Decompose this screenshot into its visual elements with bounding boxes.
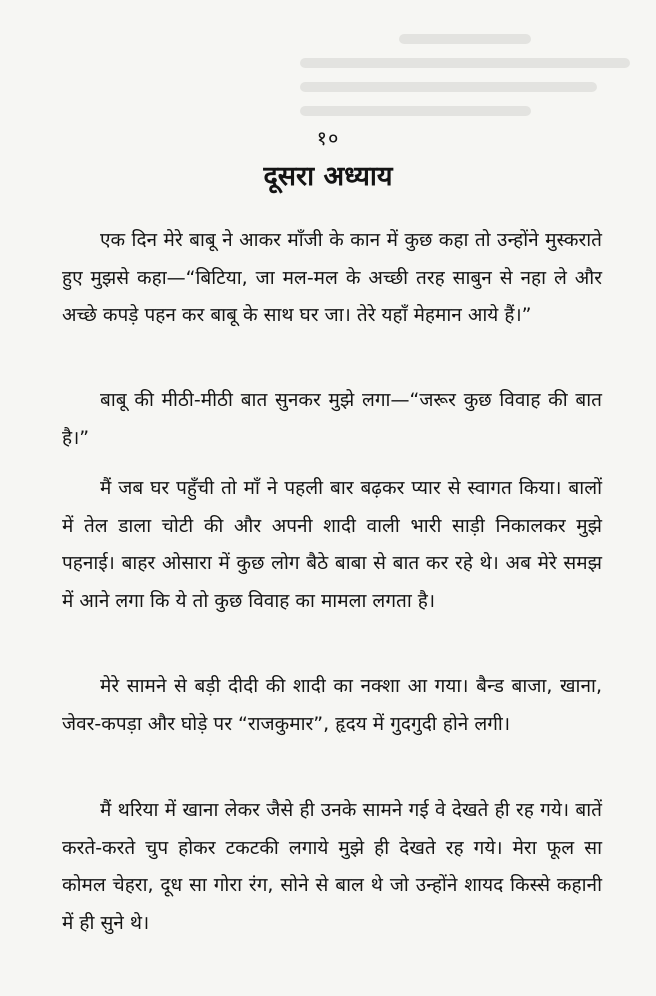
page-number: १० — [316, 126, 340, 150]
paragraph-4: मेरे सामने से बड़ी दीदी की शादी का नक्शा आ गया। बैन्ड बाजा, खाना, जेवर-कपड़ा और घोड़े पर “राजकुमार”, हृदय में गुदगुदी होने लगी। — [62, 675, 602, 735]
paragraph-5: मैं थरिया में खाना लेकर जैसे ही उनके सामने गई वे देखते ही रह गये। बातें करते-करते चुप होकर टकटकी लगाये मुझे ही देखते रह गये। मेरा फूल सा कोमल चेहरा, दूध सा गोरा रंग, सोने से बाल थे जो उन्होंने शायद किस्से कहानी में ही सुने थे। — [62, 799, 602, 934]
chapter-title: दूसरा अध्याय — [263, 161, 393, 192]
paragraph-2: बाबू की मीठी-मीठी बात सुनकर मुझे लगा—“जरूर कुछ विवाह की बात है।” — [62, 389, 602, 449]
paragraph-1: एक दिन मेरे बाबू ने आकर माँजी के कान में कुछ कहा तो उन्होंने मुस्कराते हुए मुझसे कहा—“बिटिया, जा मल-मल के अच्छी तरह साबुन से नहा ले और अच्छे कपड़े पहन कर बाबू के साथ घर जा। तेरे यहाँ मेहमान आये हैं।” — [62, 229, 602, 326]
paragraph-3: मैं जब घर पहुँची तो माँ ने पहली बार बढ़कर प्यार से स्वागत किया। बालों में तेल डाला चोटी की और अपनी शादी वाली भारी साड़ी निकालकर मुझे पहनाई। बाहर ओसारा में कुछ लोग बैठे बाबा से बात कर रहे थे। अब मेरे समझ में आने लगा कि ये तो कुछ विवाह का मामला लगता है। — [62, 477, 602, 612]
